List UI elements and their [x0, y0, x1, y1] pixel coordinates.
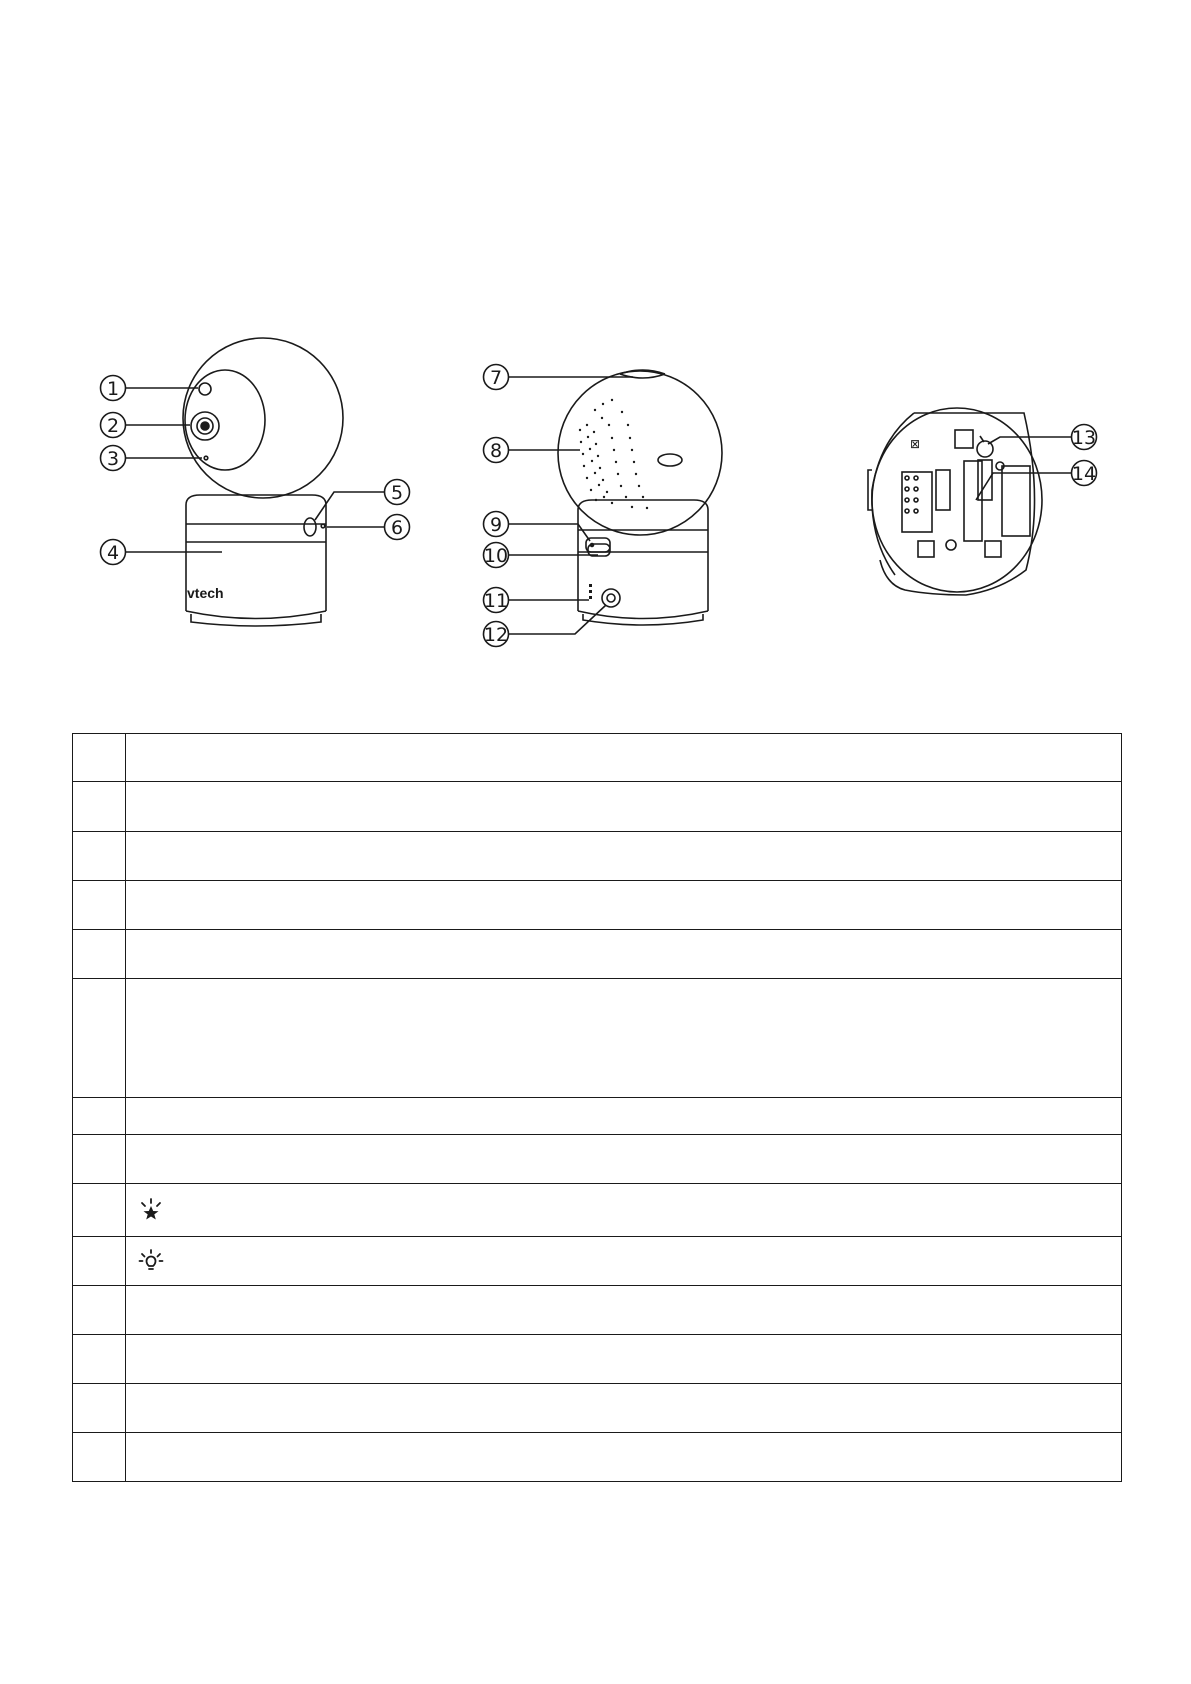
- svg-text:12: 12: [483, 624, 509, 646]
- part-description-cell: [126, 1335, 1122, 1384]
- table-row: [73, 1236, 1122, 1285]
- table-row: [73, 1285, 1122, 1334]
- part-number-cell: [73, 1335, 126, 1384]
- svg-text:6: 6: [390, 517, 404, 539]
- part-number-cell: [73, 979, 126, 1098]
- svg-text:7: 7: [489, 367, 503, 389]
- part-description-cell: [126, 880, 1122, 929]
- part-number-cell: [73, 1135, 126, 1184]
- svg-text:13: 13: [1071, 427, 1097, 449]
- part-number-cell: [73, 1236, 126, 1285]
- part-description-cell: [126, 930, 1122, 979]
- svg-text:10: 10: [483, 545, 509, 567]
- svg-text:3: 3: [106, 448, 120, 470]
- part-description-cell: [126, 979, 1122, 1098]
- part-description-cell: [126, 831, 1122, 880]
- part-number-cell: [73, 1432, 126, 1481]
- brand-logo: vtech: [187, 585, 224, 601]
- svg-text:2: 2: [106, 415, 120, 437]
- part-description-cell: [126, 1384, 1122, 1432]
- svg-text:9: 9: [489, 514, 503, 536]
- table-row: [73, 1135, 1122, 1184]
- callout-2: [101, 413, 191, 438]
- table-row: [73, 1384, 1122, 1432]
- part-number-cell: [73, 1097, 126, 1134]
- part-description-cell: [126, 734, 1122, 782]
- svg-text:⊠: ⊠: [910, 437, 921, 451]
- callout-13: [988, 425, 1097, 450]
- camera-front-view: [183, 338, 343, 626]
- light-bulb-icon: [138, 1248, 164, 1274]
- table-row: [73, 880, 1122, 929]
- table-row: [73, 979, 1122, 1098]
- part-description-cell: [126, 1097, 1122, 1134]
- callout-4: [101, 540, 223, 565]
- part-number-cell: [73, 1384, 126, 1432]
- callout-3: [101, 446, 203, 471]
- table-row: [73, 831, 1122, 880]
- table-row: [73, 782, 1122, 831]
- part-description-cell: [126, 1432, 1122, 1481]
- svg-text:8: 8: [489, 440, 503, 462]
- camera-bottom-view: [868, 408, 1042, 595]
- part-description-cell: [126, 1285, 1122, 1334]
- part-number-cell: [73, 734, 126, 782]
- part-number-cell: [73, 930, 126, 979]
- star-burst-icon: [138, 1197, 164, 1223]
- svg-text:11: 11: [483, 590, 509, 612]
- callout-1: [101, 376, 199, 401]
- part-number-cell: [73, 880, 126, 929]
- camera-rear-view: [558, 370, 722, 625]
- table-row: [73, 1335, 1122, 1384]
- part-description-cell: [126, 1135, 1122, 1184]
- part-description-cell: [126, 1184, 1122, 1236]
- callout-10: [484, 543, 599, 568]
- callout-11: [484, 588, 590, 613]
- part-number-cell: [73, 782, 126, 831]
- table-row: [73, 734, 1122, 782]
- part-description-cell: [126, 1236, 1122, 1285]
- part-number-cell: [73, 1285, 126, 1334]
- svg-text:1: 1: [106, 378, 120, 400]
- table-row: [73, 930, 1122, 979]
- callout-8: [484, 438, 581, 463]
- table-row: [73, 1432, 1122, 1481]
- part-number-cell: [73, 1184, 126, 1236]
- callout-7: [484, 365, 634, 390]
- part-description-cell: [126, 782, 1122, 831]
- product-diagram: [0, 0, 1191, 700]
- callout-6: [327, 515, 410, 540]
- svg-text:14: 14: [1071, 463, 1097, 485]
- table-row: [73, 1097, 1122, 1134]
- svg-text:5: 5: [390, 482, 404, 504]
- table-row: [73, 1184, 1122, 1236]
- parts-table: [72, 733, 1122, 1482]
- callout-9: [484, 512, 591, 542]
- part-number-cell: [73, 831, 126, 880]
- svg-text:4: 4: [106, 542, 120, 564]
